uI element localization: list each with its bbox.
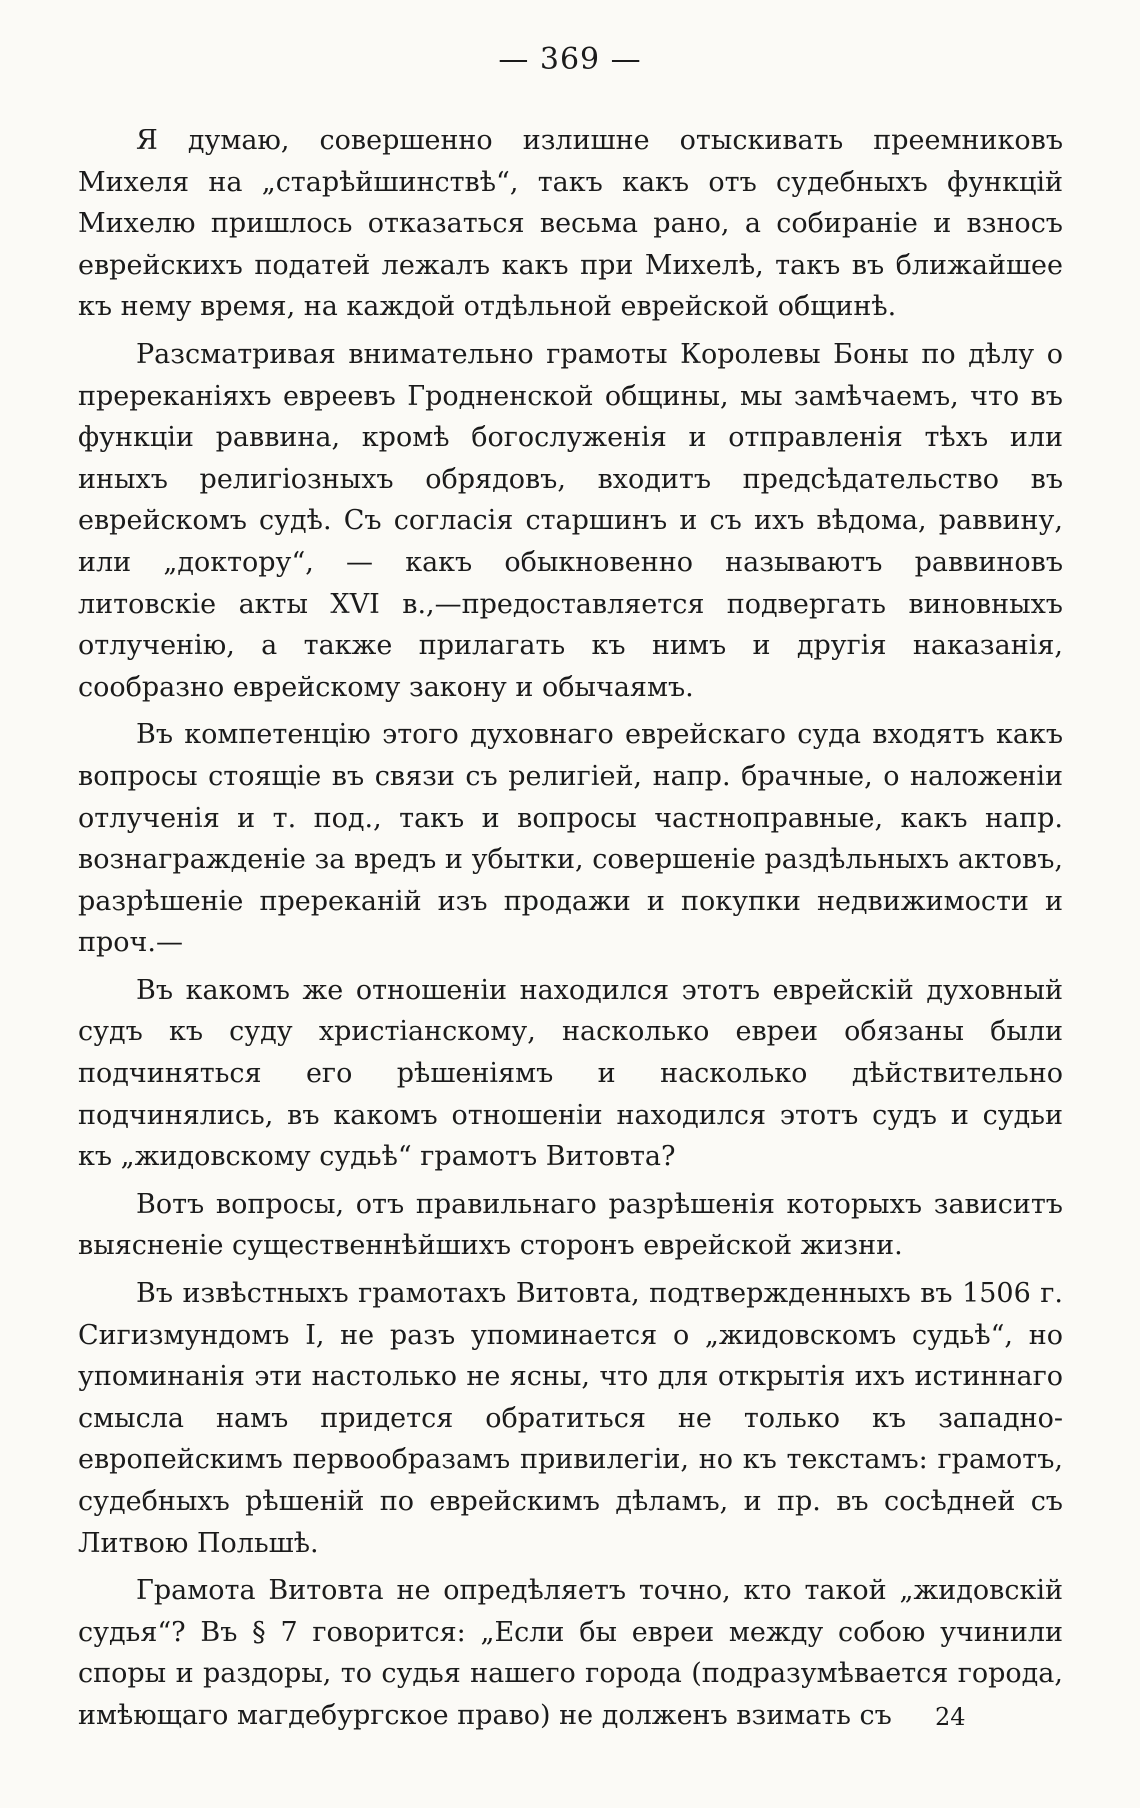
paragraph-6: Въ извѣстныхъ грамотахъ Витовта, подтвержденныхъ въ 1506 г. Сигизмундомъ I, не разъ упоминается о „жидовскомъ судьѣ“, но упоминанія эти настолько не ясны, что для открытія ихъ истиннаго смысла намъ придется обратиться не только къ западно-европейскимъ первообразамъ привилегіи, но къ текстамъ: грамотъ, судебныхъ рѣшеній по еврейскимъ дѣламъ, и пр. въ сосѣдней съ Литвою Польшѣ.	[78, 1278, 1063, 1559]
page-number-header: — 369 —	[498, 42, 642, 77]
signature-mark: 24	[935, 1703, 966, 1731]
paragraph-5: Вотъ вопросы, отъ правильнаго разрѣшенія которыхъ зависитъ выясненіе существеннѣйшихъ сторонъ еврейской жизни.	[78, 1188, 1063, 1262]
body-text	[78, 120, 1063, 1743]
paragraph-4: Въ какомъ же отношеніи находился этотъ еврейскій духовный судъ къ суду христіанскому, насколько евреи обязаны были подчиняться его рѣшеніямъ и насколько дѣйствительно подчинялись, въ какомъ отношеніи находился этотъ судъ и судьи къ „жидовскому судьѣ“ грамотъ Витовта?	[78, 974, 1063, 1173]
paragraph-3: Въ компетенцію этого духовнаго еврейскаго суда входятъ какъ вопросы стоящіе въ связи съ религіей, напр. брачные, о наложеніи отлученія и т. под., такъ и вопросы частноправные, какъ напр. вознагражденіе за вредъ и убытки, совершеніе раздѣльныхъ актовъ, разрѣшеніе пререканій изъ продажи и покупки недвижимости и проч.—	[78, 719, 1063, 959]
paragraph-7: Грамота Витовта не опредѣляетъ точно, кто такой „жидовскій судья“? Въ § 7 говорится: „Если бы евреи между собою учинили споры и раздоры, то судья нашего города (подразумѣвается города, имѣющаго магдебургское право) не долженъ взимать съ	[78, 1575, 1063, 1731]
paragraph-2: Разсматривая внимательно грамоты Королевы Боны по дѣлу о пререканіяхъ евреевъ Гродненской общины, мы замѣчаемъ, что въ функціи раввина, кромѣ богослуженія и отправленія тѣхъ или иныхъ религіозныхъ обрядовъ, входитъ предсѣдательство въ еврейскомъ судѣ. Съ согласія старшинъ и съ ихъ вѣдома, раввину, или „доктору“, — какъ обыкновенно называютъ раввиновъ литовскіе акты XVI в.,—предоставляется подвергать виновныхъ отлученію, а также прилагать къ нимъ и другія наказанія, сообразно еврейскому закону и обычаямъ.	[78, 338, 1063, 703]
paragraph-1: Я думаю, совершенно излишне отыскивать преемниковъ Михеля на „старѣйшинствѣ“, такъ какъ отъ судебныхъ функцій Михелю пришлось отказаться весьма рано, а собираніе и взносъ еврейскихъ податей лежалъ какъ при Михелѣ, такъ въ ближайшее къ нему время, на каждой отдѣльной еврейской общинѣ.	[78, 125, 1063, 323]
